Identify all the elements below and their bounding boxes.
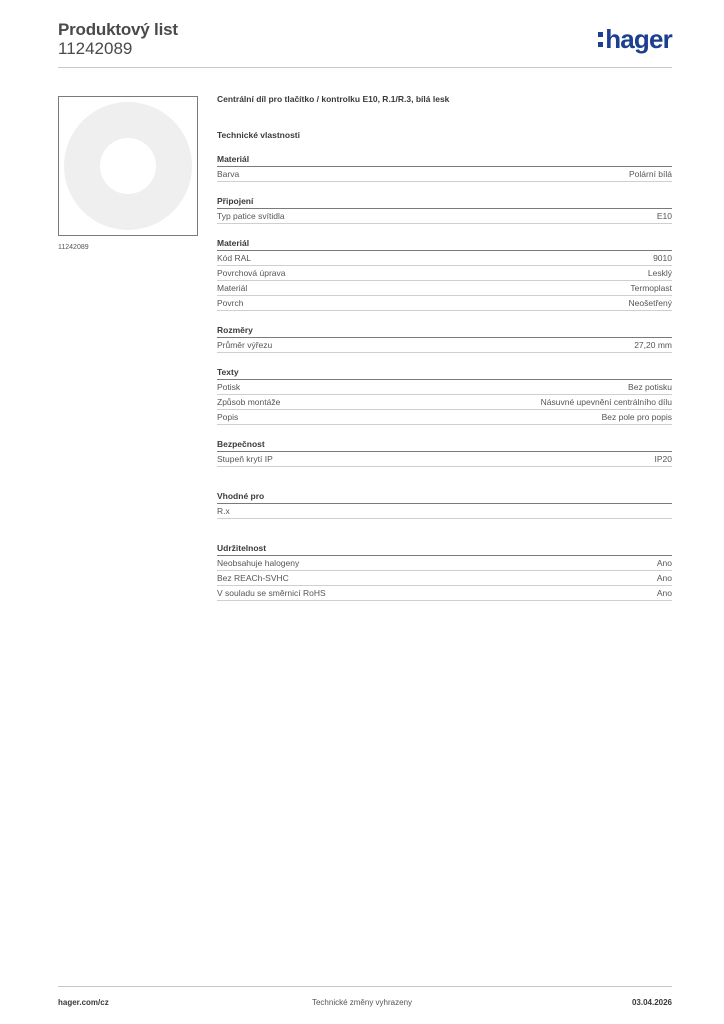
group-title: Připojení bbox=[217, 196, 672, 209]
spec-label: Průměr výřezu bbox=[217, 340, 273, 350]
group-title: Bezpečnost bbox=[217, 439, 672, 452]
group-title: Materiál bbox=[217, 154, 672, 167]
hager-logo bbox=[598, 26, 672, 52]
spec-label: Typ patice svítidla bbox=[217, 211, 285, 221]
spec-label: Popis bbox=[217, 412, 239, 422]
spec-label: Potisk bbox=[217, 382, 241, 392]
spec-group-dimensions bbox=[217, 325, 672, 353]
spec-value: Polární bílá bbox=[629, 169, 672, 179]
spec-row bbox=[217, 556, 672, 571]
spec-row bbox=[217, 395, 672, 410]
spec-value: Násuvné upevnění centrálního dílu bbox=[540, 397, 672, 407]
spec-group-texts bbox=[217, 367, 672, 425]
logo-dots-icon bbox=[598, 32, 603, 52]
spec-value: 27,20 mm bbox=[634, 340, 672, 350]
spec-value: Neošetřený bbox=[628, 298, 672, 308]
spec-label: Způsob montáže bbox=[217, 397, 281, 407]
section-title: Technické vlastnosti bbox=[217, 130, 300, 140]
spec-group-sustainability bbox=[217, 543, 672, 601]
product-image-caption: 11242089 bbox=[58, 244, 89, 251]
spec-value: Bez potisku bbox=[628, 382, 672, 392]
spec-row bbox=[217, 281, 672, 296]
spec-label: Stupeň krytí IP bbox=[217, 454, 273, 464]
spec-group-material-2 bbox=[217, 238, 672, 311]
group-title: Texty bbox=[217, 367, 672, 380]
spec-group-safety bbox=[217, 439, 672, 467]
header-title: Produktový list bbox=[58, 20, 178, 39]
group-title: Rozměry bbox=[217, 325, 672, 338]
spec-label: V souladu se směrnicí RoHS bbox=[217, 588, 326, 598]
product-title: Centrální díl pro tlačítko / kontrolku E10, R.1/R.3, bílá lesk bbox=[217, 94, 450, 104]
spec-row bbox=[217, 452, 672, 467]
group-title: Udržitelnost bbox=[217, 543, 672, 556]
spec-row bbox=[217, 251, 672, 266]
product-number: 11242089 bbox=[58, 39, 133, 58]
spec-value: IP20 bbox=[654, 454, 672, 464]
spec-label: Kód RAL bbox=[217, 253, 252, 263]
spec-value: Bez pole pro popis bbox=[601, 412, 672, 422]
spec-label: Povrch bbox=[217, 298, 244, 308]
spec-label: R.x bbox=[217, 506, 230, 516]
spec-row bbox=[217, 380, 672, 395]
footer-date: 03.04.2026 bbox=[631, 998, 672, 1007]
spec-row bbox=[217, 571, 672, 586]
spec-content bbox=[217, 94, 672, 601]
footer-divider bbox=[58, 986, 672, 987]
spec-label: Bez REACh-SVHC bbox=[217, 573, 289, 583]
spec-row bbox=[217, 410, 672, 425]
spec-label: Neobsahuje halogeny bbox=[217, 558, 300, 568]
group-title: Materiál bbox=[217, 238, 672, 251]
header-divider bbox=[58, 67, 672, 68]
spec-label: Povrchová úprava bbox=[217, 268, 286, 278]
spec-value: Ano bbox=[656, 588, 672, 598]
spec-row bbox=[217, 504, 672, 519]
product-image-frame bbox=[58, 96, 198, 236]
logo-text: hager bbox=[605, 24, 672, 54]
spec-row bbox=[217, 296, 672, 311]
spec-row bbox=[217, 266, 672, 281]
spec-row bbox=[217, 338, 672, 353]
spec-row bbox=[217, 586, 672, 601]
footer-disclaimer: Technické změny vyhrazeny bbox=[311, 998, 413, 1007]
spec-group-suitable-for bbox=[217, 491, 672, 519]
spec-value: Termoplast bbox=[630, 283, 672, 293]
spec-row bbox=[217, 209, 672, 224]
footer-website-link[interactable]: hager.com/cz bbox=[58, 998, 109, 1007]
spec-label: Materiál bbox=[217, 283, 248, 293]
spec-group-connection bbox=[217, 196, 672, 224]
ring-product-image-icon bbox=[59, 97, 197, 235]
group-title: Vhodné pro bbox=[217, 491, 672, 504]
spec-value: E10 bbox=[656, 211, 672, 221]
spec-label: Barva bbox=[217, 169, 240, 179]
spec-value: 9010 bbox=[653, 253, 672, 263]
spec-value: Ano bbox=[656, 573, 672, 583]
spec-value: Ano bbox=[656, 558, 672, 568]
spec-value: Lesklý bbox=[647, 268, 672, 278]
spec-group-material bbox=[217, 154, 672, 182]
spec-row bbox=[217, 167, 672, 182]
